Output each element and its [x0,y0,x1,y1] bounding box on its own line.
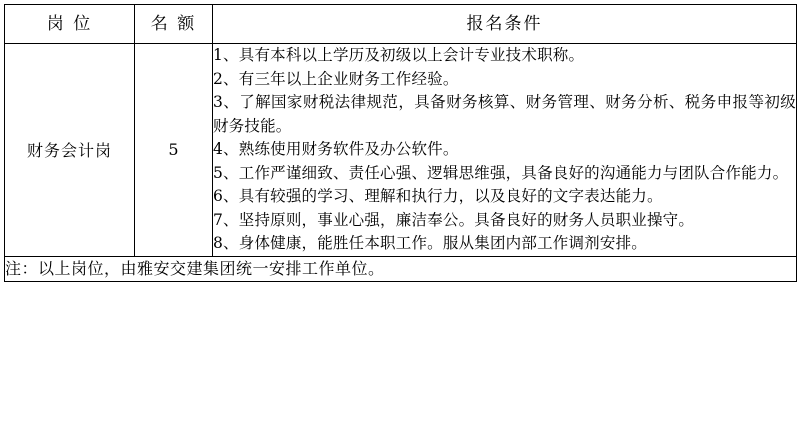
table-row [5,44,797,257]
list-item: 7、坚持原则，事业心强，廉洁奉公。具备良好的财务人员职业操守。 [213,210,695,229]
cell-conditions [213,44,797,257]
table-note-row [5,256,797,281]
recruitment-table [4,4,797,282]
table-header [5,5,797,44]
list-item: 2、有三年以上企业财务工作经验。 [213,69,459,88]
list-item: 4、熟练使用财务软件及办公软件。 [213,140,459,159]
column-header-quota: 名 额 [135,5,213,44]
column-header-post: 岗 位 [5,5,135,44]
list-item: 3、了解国家财税法律规范，具备财务核算、财务管理、财务分析、税务申报等初级财务技能。 [213,93,796,135]
list-item: 1、具有本科以上学历及初级以上会计专业技术职称。 [213,46,585,64]
table-note: 注：以上岗位，由雅安交建集团统一安排工作单位。 [5,256,797,281]
cell-post-name: 财务会计岗 [5,44,135,257]
table-header-row [5,5,797,44]
conditions-list [213,44,796,256]
list-item: 5、工作严谨细致、责任心强、逻辑思维强，具备良好的沟通能力与团队合作能力。 [213,163,789,182]
cell-quota-count: 5 [135,44,213,257]
table-body [5,44,797,282]
column-header-conditions: 报名条件 [213,5,797,44]
list-item: 6、具有较强的学习、理解和执行力，以及良好的文字表达能力。 [213,187,663,206]
list-item: 8、身体健康，能胜任本职工作。服从集团内部工作调剂安排。 [213,234,647,253]
